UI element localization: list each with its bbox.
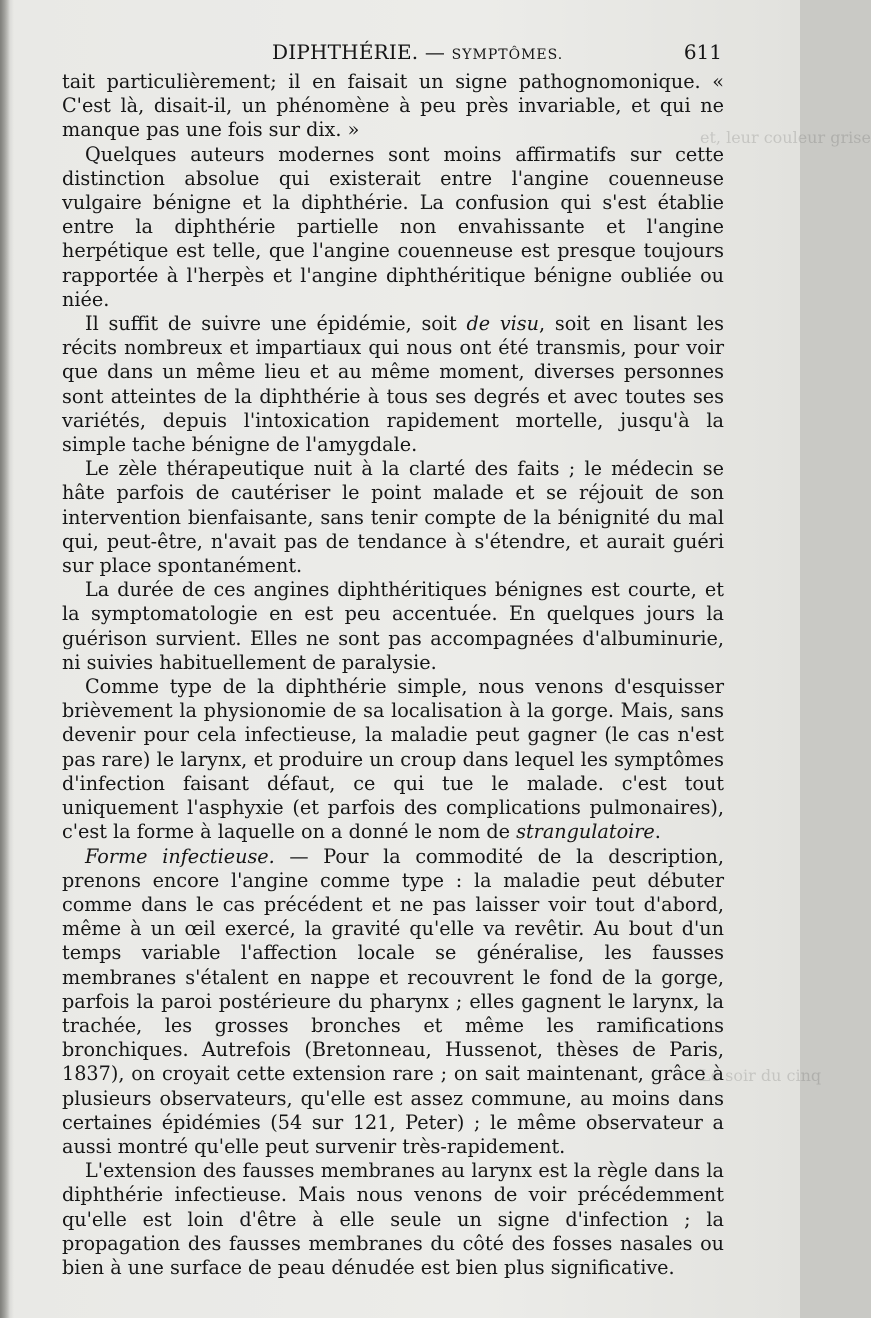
running-title bbox=[272, 40, 563, 64]
paragraph-6: Comme type de la diphthérie simple, nous venons d'esquisser brièvement la physionomie de sa localisation à la gorge. Mais, sans devenir pour cela infectieuse, la maladie peut gagner (le cas n'est pas rare) le larynx, et produire un croup dans lequel les symptômes d'infection faisant défaut, ce qui tue le malade. c'est tout uniquement l'asphyxie (et parfois des complications pulmonaires), c'est la forme à laquelle on a donné le nom de strangulatoire. bbox=[62, 675, 724, 844]
show-through-text-2: Le soir du cinq bbox=[700, 1066, 822, 1085]
paragraph-2: Quelques auteurs modernes sont moins affirmatifs sur cette distinction absolue qui existerait entre l'angine couenneuse vulgaire bénigne et la diphthérie. La confusion qui s'est établie entre la diphthérie partielle non envahissante et l'angine herpétique est telle, que l'angine couenneuse est presque toujours rapportée à l'herpès et l'angine diphthéritique bénigne oubliée ou niée. bbox=[62, 142, 724, 311]
body-text bbox=[62, 70, 724, 1280]
show-through-text: et, leur couleur grise bbox=[700, 128, 871, 147]
strangulatoire-term: strangulatoire bbox=[516, 820, 655, 844]
latin-phrase: de visu bbox=[466, 312, 540, 336]
paragraph-8: L'extension des fausses membranes au larynx est la règle dans la diphthérie infectieuse. Mais nous venons de voir précédemment qu'elle est loin d'être à elle seule un signe d'infection ; la propagation des fausses membranes du côté des fosses nasales ou bien à une surface de peau dénudée est bien plus significative. bbox=[62, 1159, 724, 1279]
paragraph-3: Il suffit de suivre une épidémie, soit de visu, soit en lisant les récits nombreux et impartiaux qui nous ont été transmis, pour voir que dans un même lieu et au même moment, diverses personnes sont atteintes de la diphthérie à tous ses degrés et avec toutes ses variétés, depuis l'intoxication rapidement mortelle, jusqu'à la simple tache bénigne de l'amygdale. bbox=[62, 312, 725, 457]
header-title: DIPHTHÉRIE. bbox=[272, 40, 419, 64]
header-dash: — bbox=[424, 40, 446, 64]
section-heading-forme-infectieuse: Forme infectieuse. bbox=[85, 844, 275, 868]
paragraph-7: Forme infectieuse. — Pour la commodité de la description, prenons encore l'angine comme type : la maladie peut débuter comme dans le cas précédent et ne pas laisser voir tout d'abord, même à un œil exercé, la gravité qu'elle va revêtir. Au bout d'un temps variable l'affection locale se généralise, les fausses membranes s'étalent en nappe et recouvrent le fond de la gorge, parfois la paroi postérieure du pharynx ; elles gagnent le larynx, la trachée, les grosses bronches et même les ramifications bronchiques. Autrefois (Bretonneau, Hussenot, thèses de Paris, 1837), on croyait cette extension rare ; on sait maintenant, grâce à plusieurs observateurs, qu'elle est assez commune, au moins dans certaines épidémies (54 sur 121, Peter) ; le même observateur a aussi montré qu'elle peut survenir très-rapidement. bbox=[62, 844, 724, 1158]
binding-shadow bbox=[0, 0, 10, 1318]
paragraph-4: Le zèle thérapeutique nuit à la clarté des faits ; le médecin se hâte parfois de cautériser le point malade et se réjouit de son intervention bienfaisante, sans tenir compte de la bénignité du mal qui, peut-être, n'avait pas de tendance à s'étendre, et aurait guéri sur place spontanément. bbox=[62, 457, 724, 578]
paragraph-5: La durée de ces angines diphthéritiques bénignes est courte, et la symptomatologie en est peu accentuée. En quelques jours la guérison survient. Elles ne sont pas accompagnées d'albuminurie, ni suivies habituellement de paralysie. bbox=[62, 578, 724, 674]
header-subtitle: SYMPTÔMES. bbox=[451, 47, 564, 63]
running-header bbox=[62, 40, 722, 68]
paragraph-1: tait particulièrement; il en faisait un signe pathognomonique. « C'est là, disait-il, un phénomène à peu près invariable, et qui ne manque pas une fois sur dix. » bbox=[62, 70, 724, 142]
page-number: 611 bbox=[683, 40, 722, 64]
